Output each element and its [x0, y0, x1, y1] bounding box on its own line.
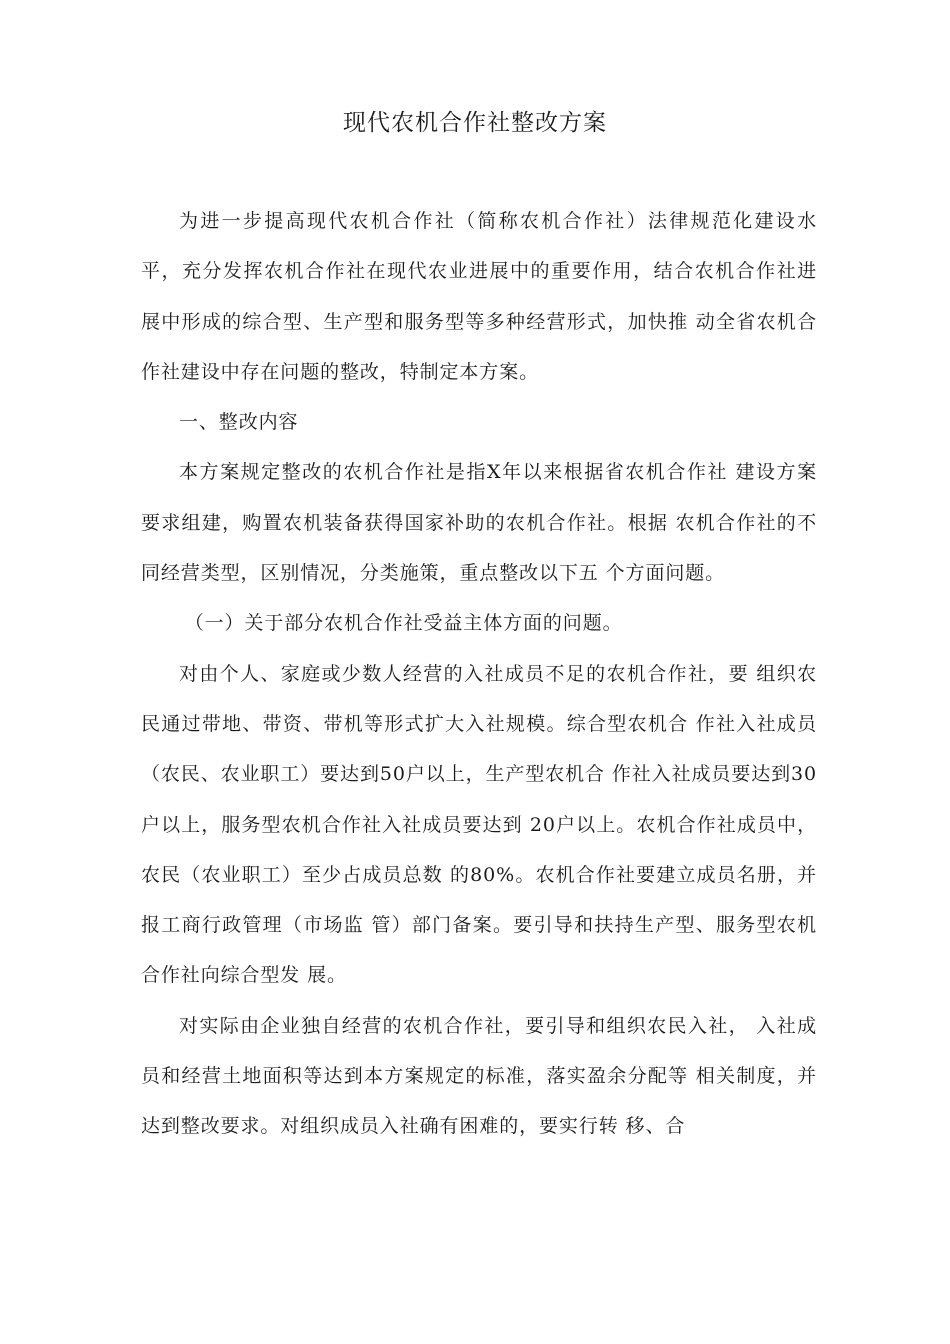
section-heading-rectification-content: 一、整改内容 [179, 411, 299, 434]
paragraph-member-requirements: 对由个人、家庭或少数人经营的入社成员不足的农机合作社，要 组织农民通过带地、带资、带机等形式扩大入社规模。综合型农机合 作社入社成员（农民、农业职工）要达到50户以上，生产型农机合 作社入社成员要达到30户以上，服务型农机合作社入社成员要达到 20户以上。农机合作社成员中，农民（农业职工）至少占成员总数 的80%。农机合作社要建立成员名册，并报工商行政管理（市场监 管）部门备案。要引导和扶持生产型、服务型农机合作社向综合型发 展。 [141, 662, 817, 987]
document-title: 现代农机合作社整改方案 [343, 110, 607, 136]
paragraph-enterprise-run: 对实际由企业独自经营的农机合作社，要引导和组织农民入社， 入社成员和经营土地面积等达到本方案规定的标准，落实盈余分配等 相关制度，并达到整改要求。对组织成员入社确有困难的，要实行转 移、合 [141, 1014, 817, 1138]
document-body [141, 196, 817, 1152]
paragraph-intro: 为进一步提高现代农机合作社（简称农机合作社）法律规范化建设水 平，充分发挥农机合作社在现代农业进展中的重要作用，结合农机合作社进展中形成的综合型、生产型和服务型等多种经营形式，加快推 动全省农机合作社建设中存在问题的整改，特制定本方案。 [141, 210, 817, 383]
paragraph-scope: 本方案规定整改的农机合作社是指X年以来根据省农机合作社 建设方案要求组建，购置农机装备获得国家补助的农机合作社。根据 农机合作社的不同经营类型，区别情况，分类施策，重点整改以下五 个方面问题。 [141, 461, 817, 585]
subsection-heading-beneficiary: （一）关于部分农机合作社受益主体方面的问题。 [184, 612, 623, 635]
